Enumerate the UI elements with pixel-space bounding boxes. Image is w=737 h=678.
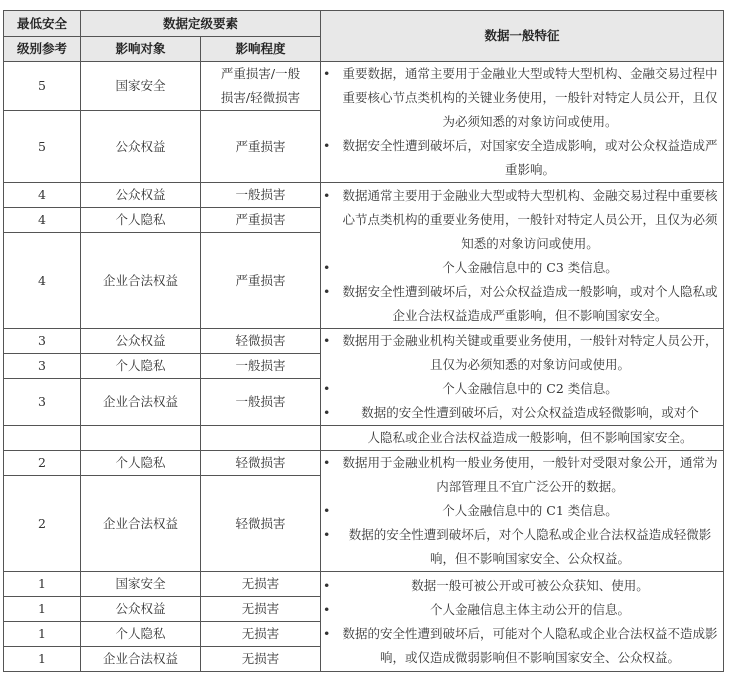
feature-item: • 数据的安全性遭到破坏后，对个人隐私或企业合法权益造成轻微影响，但不影响国家安全、公众权益。: [321, 523, 723, 571]
target-cell: 公众权益: [81, 111, 201, 183]
table-row: [4, 572, 724, 597]
data-classification-table: [3, 10, 724, 672]
degree-line: 严重损害/一般: [220, 66, 301, 81]
table-row: [4, 329, 724, 354]
target-cell: 个人隐私: [81, 451, 201, 476]
degree-cell: 一般损害: [201, 183, 321, 208]
degree-cell: 无损害: [201, 647, 321, 672]
table-row: [4, 62, 724, 111]
target-cell: [81, 426, 201, 451]
degree-cell: 严重损害: [201, 208, 321, 233]
degree-cell: [201, 62, 321, 111]
feature-item: • 数据的安全性遭到破坏后，对公众权益造成轻微影响，或对个: [321, 401, 723, 425]
header-features: 数据一般特征: [321, 11, 724, 62]
target-cell: 公众权益: [81, 183, 201, 208]
feature-item: • 数据安全性遭到破坏后，对公众权益造成一般影响，或对个人隐私或企业合法权益造成严重影响，但不影响国家安全。: [321, 280, 723, 328]
target-cell: 企业合法权益: [81, 379, 201, 426]
feature-item: • 数据一般可被公开或可被公众获知、使用。: [321, 574, 723, 598]
feature-item: • 个人金融信息中的 C3 类信息。: [321, 256, 723, 280]
level-cell: 4: [4, 233, 81, 329]
feature-item: • 数据通常主要用于金融业大型或特大型机构、金融交易过程中重要核心节点类机构的重要业务使用，一般针对特定人员公开，且仅为必须知悉的对象访问或使用。: [321, 184, 723, 256]
level-cell: 4: [4, 208, 81, 233]
feature-item: • 数据的安全性遭到破坏后，可能对个人隐私或企业合法权益不造成影响，或仅造成微弱影响但不影响国家安全、公众权益。: [321, 622, 723, 670]
level-cell: 2: [4, 476, 81, 572]
degree-cell: 轻微损害: [201, 451, 321, 476]
features-level5: [321, 62, 724, 183]
target-cell: 企业合法权益: [81, 476, 201, 572]
table-row: [4, 183, 724, 208]
degree-cell: 无损害: [201, 572, 321, 597]
target-cell: 企业合法权益: [81, 647, 201, 672]
features-level4: [321, 183, 724, 329]
degree-cell: 轻微损害: [201, 476, 321, 572]
features-level3: [321, 329, 724, 426]
level-cell: 2: [4, 451, 81, 476]
feature-item: • 个人金融信息中的 C1 类信息。: [321, 499, 723, 523]
level-cell: 1: [4, 647, 81, 672]
target-cell: 公众权益: [81, 597, 201, 622]
level-cell: 1: [4, 622, 81, 647]
level-cell: 3: [4, 329, 81, 354]
header-impact-target: 影响对象: [81, 37, 201, 62]
level-cell: 1: [4, 597, 81, 622]
target-cell: 个人隐私: [81, 208, 201, 233]
features-level2: [321, 451, 724, 572]
feature-item: • 个人金融信息中的 C2 类信息。: [321, 377, 723, 401]
target-cell: 国家安全: [81, 62, 201, 111]
feature-item: • 数据用于金融业机构一般业务使用，一般针对受限对象公开，通常为内部管理且不宜广泛公开的数据。: [321, 451, 723, 499]
degree-cell: 无损害: [201, 622, 321, 647]
degree-cell: 无损害: [201, 597, 321, 622]
feature-item-continued: 人隐私或企业合法权益造成一般影响，但不影响国家安全。: [367, 430, 693, 445]
level-cell: 5: [4, 111, 81, 183]
level-cell: 3: [4, 379, 81, 426]
level-cell: 4: [4, 183, 81, 208]
table-row: [4, 451, 724, 476]
header-min-level-line1: 最低安全: [16, 16, 67, 31]
target-cell: 个人隐私: [81, 622, 201, 647]
table-row-blank: [4, 426, 724, 451]
level-cell: [4, 426, 81, 451]
degree-line: 损害/轻微损害: [220, 90, 301, 105]
header-factors: 数据定级要素: [81, 11, 321, 37]
header-min-level-2: 级别参考: [4, 37, 81, 62]
degree-cell: 一般损害: [201, 379, 321, 426]
feature-item: • 数据安全性遭到破坏后，对国家安全造成影响，或对公众权益造成严重影响。: [321, 134, 723, 182]
target-cell: 个人隐私: [81, 354, 201, 379]
target-cell: 公众权益: [81, 329, 201, 354]
level-cell: 1: [4, 572, 81, 597]
feature-item: • 数据用于金融业机构关键或重要业务使用，一般针对特定人员公开，且仅为必须知悉的对象访问或使用。: [321, 329, 723, 377]
degree-cell: 轻微损害: [201, 329, 321, 354]
level-cell: 5: [4, 62, 81, 111]
target-cell: 国家安全: [81, 572, 201, 597]
target-cell: 企业合法权益: [81, 233, 201, 329]
feature-item: • 个人金融信息主体主动公开的信息。: [321, 598, 723, 622]
feature-item: • 重要数据，通常主要用于金融业大型或特大型机构、金融交易过程中重要核心节点类机构的关键业务使用，一般针对特定人员公开，且仅为必须知悉的对象访问或使用。: [321, 62, 723, 134]
degree-cell: [201, 426, 321, 451]
features-level1: [321, 572, 724, 672]
features-level3-overflow: [321, 426, 724, 451]
header-impact-degree: 影响程度: [201, 37, 321, 62]
level-cell: 3: [4, 354, 81, 379]
degree-cell: 严重损害: [201, 233, 321, 329]
degree-cell: 严重损害: [201, 111, 321, 183]
degree-cell: 一般损害: [201, 354, 321, 379]
header-min-level: [4, 11, 81, 37]
